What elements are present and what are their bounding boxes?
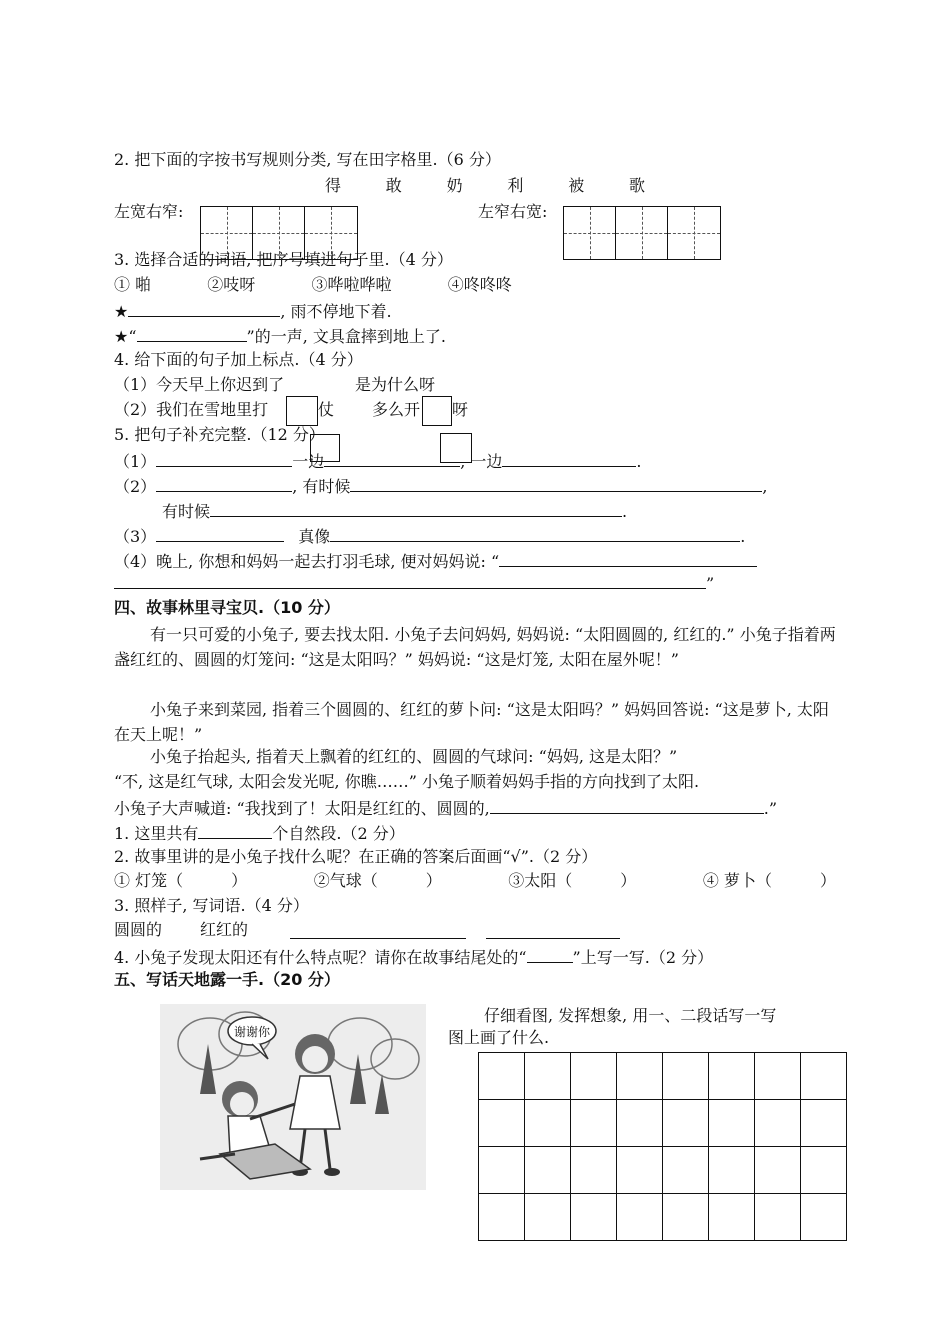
q4-sentence-2-d: 呀	[452, 400, 469, 419]
answer-blank[interactable]	[324, 450, 460, 467]
q5-line-2	[114, 475, 767, 497]
sec4-q4	[114, 946, 713, 968]
sec4-q1	[114, 822, 405, 844]
q5-l3-mid: 真像	[298, 527, 331, 546]
q3-option: ③哗啦哗啦	[311, 275, 392, 294]
answer-blank[interactable]	[490, 797, 764, 814]
q5-l3-end: .	[740, 527, 746, 546]
answer-blank[interactable]	[156, 525, 284, 542]
q3-option: ②吱呀	[207, 275, 256, 294]
sec4-q3: 3. 照样子, 写词语.（4 分）	[114, 896, 309, 915]
answer-blank[interactable]	[502, 450, 636, 467]
sec4-q4-b: ”上写一写.（2 分）	[572, 948, 714, 967]
q5-l4-text: （4）晚上, 你想和妈妈一起去打羽毛球, 便对妈妈说: “	[114, 552, 500, 571]
sec5-prompt-2: 图上画了什么.	[448, 1028, 550, 1047]
sec4-q3-example-1: 圆圆的	[114, 920, 163, 939]
answer-blank[interactable]	[350, 475, 762, 492]
sec4-q3-example-2: 红红的	[200, 920, 249, 939]
story-paragraph-2: 小兔子来到菜园, 指着三个圆圆的、红红的萝卜问: “这是太阳吗？” 妈妈回答说: “这是萝卜, 太阳在天上呢！”	[114, 700, 829, 744]
q4-sentence-1-tail: 是为什么呀	[355, 375, 436, 394]
q4-sentence-2-b: 仗	[318, 400, 335, 419]
story-paragraph-3a: 小兔子抬起头, 指着天上飘着的红红的、圆圆的气球问: “妈妈, 这是太阳？”	[150, 747, 678, 766]
illustration-children	[160, 1004, 426, 1190]
q4-sentence-1: （1）今天早上你迟到了	[114, 375, 285, 394]
q2-right-label: 左窄右宽:	[478, 202, 548, 221]
q5-l1-num: （1）	[114, 452, 157, 471]
story-paragraph-1: 有一只可爱的小兔子, 要去找太阳. 小兔子去问妈妈, 妈妈说: “太阳圆圆的, 红红的.” 小兔子指着两盏红红的、圆圆的灯笼问: “这是太阳吗？” 妈妈说: “这是灯笼, 太阳在屋外呢！”	[114, 625, 836, 669]
q5-l4-end: ”	[706, 574, 715, 593]
choice-option[interactable]: ④ 萝卜（ ）	[702, 871, 836, 890]
choice-option[interactable]: ③太阳（ ）	[508, 871, 637, 890]
q3-sentence-1	[114, 300, 392, 322]
answer-blank[interactable]	[210, 500, 622, 517]
answer-blank[interactable]	[128, 300, 280, 317]
q5-l2-mid: , 有时候	[292, 477, 351, 496]
punctuation-box[interactable]	[286, 396, 318, 426]
q5-line-4	[114, 550, 757, 572]
section-5-heading: 五、写话天地露一手.（20 分）	[114, 970, 340, 989]
punctuation-box[interactable]	[422, 396, 452, 426]
q2-char: 敢	[385, 176, 402, 195]
q3-sentence-2	[114, 325, 446, 347]
answer-blank[interactable]	[137, 325, 247, 342]
q5-line-4b	[114, 572, 714, 594]
sec4-q1-a: 1. 这里共有	[114, 824, 199, 843]
q5-l1-end: .	[636, 452, 642, 471]
story-paragraph-3c	[114, 797, 777, 819]
sec4-q2: 2. 故事里讲的是小兔子找什么呢？在正确的答案后面画“√”.（2 分）	[114, 847, 598, 866]
q5-l2-end: ,	[762, 477, 768, 496]
sec5-prompt-1: 仔细看图, 发挥想象, 用一、二段话写一写	[484, 1006, 777, 1025]
q2-char: 歌	[628, 176, 645, 195]
q5-l2b-end: .	[622, 502, 628, 521]
q5-line-3	[114, 525, 745, 547]
answer-blank[interactable]	[527, 946, 573, 963]
answer-blank[interactable]	[198, 822, 272, 839]
q2-char: 利	[507, 176, 524, 195]
story-p3c-end: .”	[763, 799, 778, 818]
q2-char: 奶	[446, 176, 463, 195]
q3-options	[114, 275, 512, 295]
answer-blank[interactable]	[114, 572, 706, 589]
answer-blank[interactable]	[486, 922, 620, 939]
q4-sentence-2: （2）我们在雪地里打	[114, 400, 269, 419]
sec4-q1-b: 个自然段.（2 分）	[272, 824, 405, 843]
q2-char: 得	[325, 176, 342, 195]
answer-blank[interactable]	[330, 525, 740, 542]
story-paragraph-3b: “不, 这是红气球, 太阳会发光呢, 你瞧……” 小兔子顺着妈妈手指的方向找到了太阳.	[114, 772, 700, 791]
q3-s1-text: , 雨不停地下着.	[280, 302, 392, 321]
star-icon: ★	[114, 302, 129, 321]
q5-l2-num: （2）	[114, 477, 157, 496]
choice-option[interactable]: ① 灯笼（ ）	[114, 871, 248, 890]
q4-title: 4. 给下面的句子加上标点.（4 分）	[114, 350, 363, 369]
q2-char: 被	[568, 176, 585, 195]
q5-l1-mid2: , 一边	[460, 452, 503, 471]
writing-grid[interactable]	[478, 1052, 847, 1241]
q5-l3-num: （3）	[114, 527, 157, 546]
answer-blank[interactable]	[290, 922, 466, 939]
story-p3c-text: 小兔子大声喊道: “我找到了！太阳是红红的、圆圆的,	[114, 799, 490, 818]
q5-line-1	[114, 450, 641, 472]
q4-sentence-2-c: 多么开	[372, 400, 421, 419]
q2-char-list	[325, 176, 645, 196]
answer-blank[interactable]	[156, 450, 292, 467]
tianzige-right[interactable]	[563, 206, 721, 260]
q2-left-label: 左宽右窄:	[114, 202, 184, 221]
sec4-q4-a: 4. 小兔子发现太阳还有什么特点呢？请你在故事结尾处的“	[114, 948, 527, 967]
q3-title: 3. 选择合适的词语, 把序号填进句子里.（4 分）	[114, 250, 453, 269]
q3-option: ④咚咚咚	[447, 275, 512, 294]
section-4-heading: 四、故事林里寻宝贝.（10 分）	[114, 598, 340, 617]
answer-blank[interactable]	[499, 550, 757, 567]
q3-s2-text: ”的一声, 文具盒摔到地上了.	[246, 327, 446, 346]
q5-l1-mid: 一边	[292, 452, 325, 471]
answer-blank[interactable]	[156, 475, 292, 492]
q5-title: 5. 把句子补充完整.（12 分）	[114, 425, 325, 444]
q3-s2-prefix: ★“	[114, 327, 137, 346]
q5-line-2b	[162, 500, 627, 522]
q3-option: ① 啪	[114, 275, 152, 294]
choice-option[interactable]: ②气球（ ）	[313, 871, 442, 890]
speech-bubble-text: 谢谢你	[233, 1025, 271, 1039]
sec4-q2-options	[114, 871, 836, 891]
q2-title: 2. 把下面的字按书写规则分类, 写在田字格里.（6 分）	[114, 150, 501, 169]
q5-l2b-label: 有时候	[162, 502, 211, 521]
